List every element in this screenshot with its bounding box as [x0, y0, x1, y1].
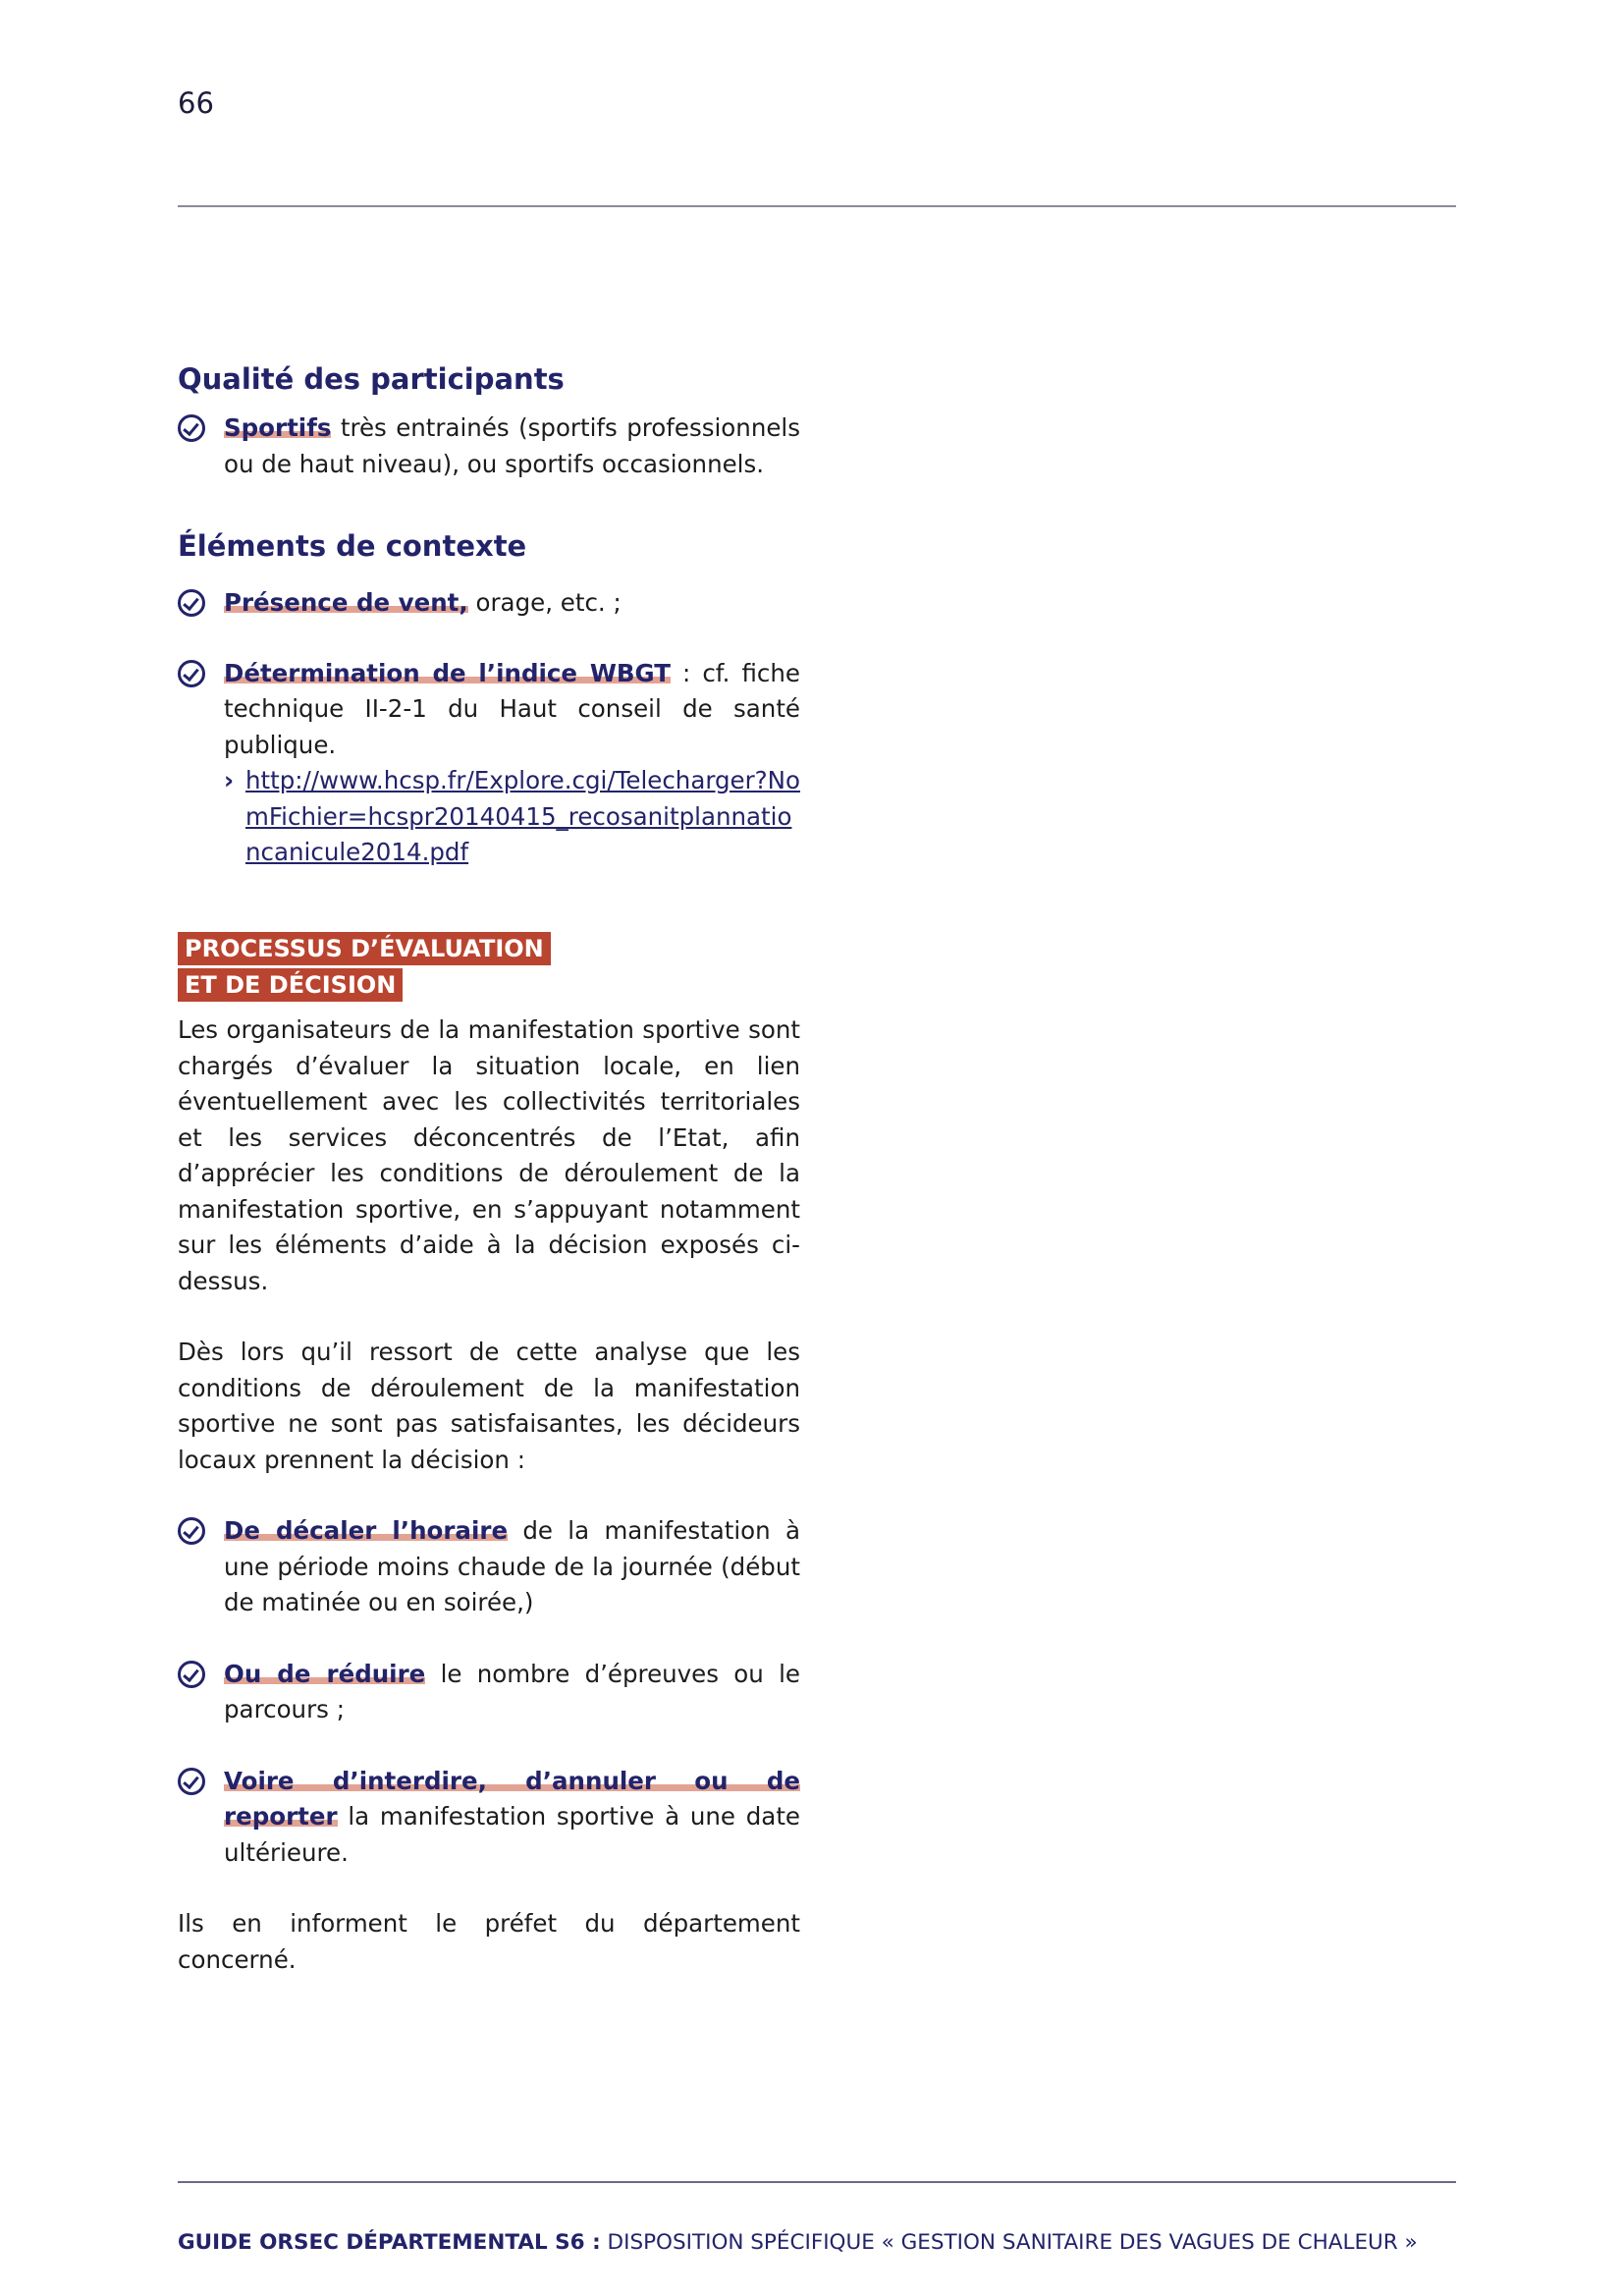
item-text: de la manifestation à une période moins chaude de la journée (début de matinée ou en soirée,)	[224, 1516, 800, 1616]
item-text: orage, etc. ;	[467, 588, 622, 617]
list-item	[178, 656, 800, 871]
list-item	[178, 1657, 800, 1728]
list-item	[178, 1513, 800, 1621]
item-text: la manifestation sportive à une date ultérieure.	[224, 1802, 800, 1867]
hcsp-link[interactable]: http://www.hcsp.fr/Explore.cgi/Telecharger?NomFichier=hcspr20140415_recosanitplannationcanicule2014.pdf	[245, 766, 800, 866]
section-qualite	[178, 359, 800, 482]
page-number: 66	[178, 86, 214, 120]
check-circle-icon	[178, 660, 205, 687]
badge-line: ET DE DÉCISION	[178, 968, 403, 1002]
paragraph: Ils en informent le préfet du département concerné.	[178, 1909, 800, 1974]
chevron-right-icon: ›	[224, 766, 235, 794]
section-contexte	[178, 526, 800, 871]
highlight-text: Présence de vent,	[224, 588, 468, 617]
item-text: très entrainés (sportifs professionnels ou de haut niveau), ou sportifs occasionnels.	[224, 413, 800, 478]
item-text: : cf. fiche technique II-2-1 du Haut conseil de santé publique.	[224, 658, 800, 759]
highlight-text: De décaler l’horaire	[224, 1516, 509, 1545]
reference-link-row	[224, 763, 800, 871]
highlight-text: Détermination de l’indice WBGT	[224, 658, 671, 687]
list-item	[178, 410, 800, 482]
paragraph: Les organisateurs de la manifestation sportive sont chargés d’évaluer la situation locale, en lien éventuellement avec les collectivités territoriales et les services déconcentrés de l’Etat, afin d’apprécier les conditions de déroulement de la manifestation sportive, en s’appuyant notamment sur les éléments d’aide à la décision exposés ci-dessus.	[178, 1015, 800, 1295]
check-circle-icon	[178, 589, 205, 617]
check-circle-icon	[178, 1661, 205, 1688]
list-item	[178, 1764, 800, 1872]
header-divider	[178, 205, 1456, 207]
check-circle-icon	[178, 414, 205, 442]
footer-divider	[178, 2181, 1456, 2183]
item-text: le nombre d’épreuves ou le parcours ;	[224, 1659, 800, 1723]
footer-disposition: DISPOSITION SPÉCIFIQUE « GESTION SANITAIRE DES VAGUES DE CHALEUR »	[600, 2230, 1418, 2255]
badge-line: PROCESSUS D’ÉVALUATION	[178, 932, 551, 965]
list-item	[178, 585, 800, 622]
highlight-text: Ou de réduire	[224, 1659, 426, 1688]
highlight-text: Voire d’interdire, d’annuler ou de reporter	[224, 1766, 800, 1831]
check-circle-icon	[178, 1768, 205, 1795]
check-circle-icon	[178, 1517, 205, 1545]
footer-guide-title: GUIDE ORSEC DÉPARTEMENTAL S6 :	[178, 2230, 601, 2255]
section-badge	[178, 931, 800, 1003]
section-processus	[178, 931, 800, 1978]
page-footer	[178, 2230, 1418, 2255]
paragraph: Dès lors qu’il ressort de cette analyse que les conditions de déroulement de la manifestation sportive ne sont pas satisfaisantes, les décideurs locaux prennent la décision :	[178, 1338, 800, 1474]
section-heading-contexte: Éléments de contexte	[178, 529, 527, 563]
highlight-text: Sportifs	[224, 413, 332, 442]
section-heading-qualite: Qualité des participants	[178, 362, 565, 396]
